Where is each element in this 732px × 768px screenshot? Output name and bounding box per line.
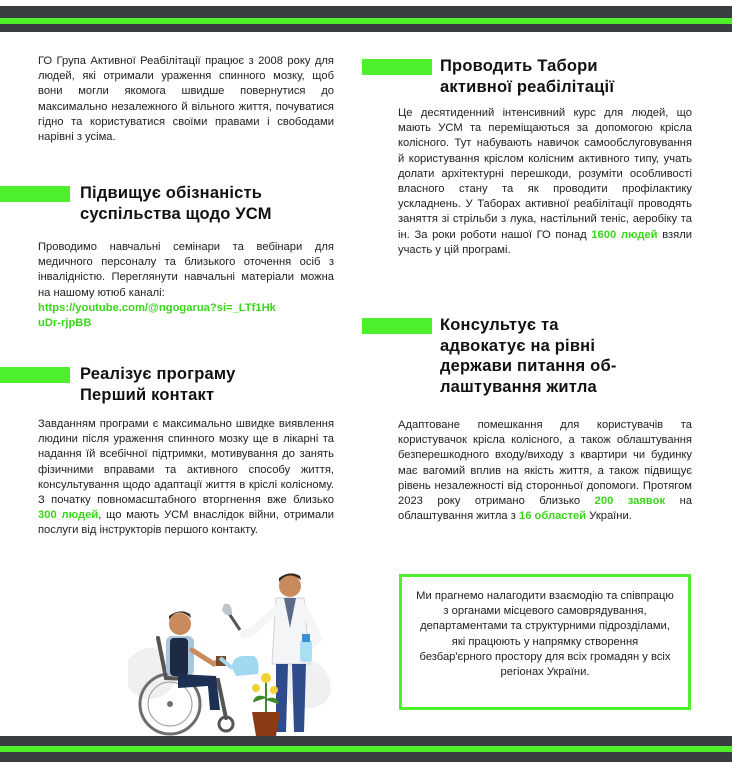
housing-green-bar <box>362 318 432 334</box>
watering-can-icon <box>232 656 259 676</box>
first-contact-heading-line2: Перший контакт <box>80 385 215 404</box>
housing-heading-line4: лаштування житла <box>440 377 597 396</box>
camps-green-bar <box>362 59 432 75</box>
flower-pot <box>252 712 280 736</box>
camps-heading-line1: Проводить Табори <box>440 57 598 75</box>
housing-heading-line3: держави питання об- <box>440 357 617 375</box>
awareness-heading <box>80 183 330 224</box>
cooperation-box <box>399 574 691 710</box>
awareness-text: Проводимо навчальні семінари та вебінари для медичного персоналу та близького оточення осіб з інвалідністю. Переглянути навчальні матеріали можна на нашому ютюб каналі: <box>38 241 334 299</box>
housing-heading-line1: Консультує та <box>440 316 559 334</box>
housing-text-b: на облаштування житла з <box>398 495 692 523</box>
camps-text <box>398 106 692 258</box>
intro-paragraph: ГО Група Активної Реабілітації працює з 2008 року для людей, які отримали ураження спинного мозку, щоб вони могли якомога швидше повернутися до максимально незалежного й вільного життя, почуватися гідно та користуватися своїми правами і свободами нарівні з усіма. <box>38 55 334 144</box>
background-shape-right <box>284 660 331 709</box>
youtube-link-line1[interactable]: https://youtube.com/@ngogarua?si=_LTf1Hk <box>38 301 276 314</box>
cooperation-text: Ми прагнемо налагодити взаємодію та співпрацю з органами місцевого самоврядування, департаментами та структурними підрозділами, які працюють у напрямку створення безбар'єрного простору для всіх громадян у всіх регіонах України. <box>416 590 674 679</box>
first-contact-highlight: 300 людей <box>38 509 99 522</box>
awareness-heading-line1: Підвищує обізнаність <box>80 184 263 202</box>
wheelchair-gardening-illustration <box>128 568 342 736</box>
camps-highlight: 1600 людей <box>591 228 658 241</box>
camps-heading <box>440 56 700 97</box>
first-contact-green-bar <box>0 367 70 383</box>
camps-heading-line2: активної реабілітації <box>440 77 615 96</box>
first-contact-heading-line1: Реалізує програму <box>80 365 236 383</box>
bottom-dark-stripe <box>0 736 732 746</box>
first-contact-text-b: , що мають УСМ внаслідок війни, отримали послуги від інструкторів першого контакту. <box>38 509 334 537</box>
housing-heading-line2: адвокатує на рівні <box>440 336 596 355</box>
camps-text-b: взяли участь у цій програмі. <box>398 228 693 256</box>
awareness-section <box>38 240 334 331</box>
housing-text-a: Адаптоване помешкання для користувачів та користувачок крісла колісного, а також облаштування безперешкодного входу/виходу з квартири чи будинку має вагомий вплив на якість життя, а також підвищує рівень незалежності від сторонньої допомоги. Протягом 2023 року отримано близько <box>398 419 692 508</box>
flower-head <box>261 673 271 683</box>
top-dark-stripe <box>0 6 732 18</box>
housing-heading <box>440 315 700 397</box>
top-dark-stripe-2 <box>0 24 732 32</box>
first-contact-text <box>38 417 334 539</box>
housing-text <box>398 418 692 524</box>
seated-person-head <box>169 613 191 635</box>
awareness-green-bar <box>0 186 70 202</box>
camps-text-a: Це десятиденний інтенсивний курс для людей, що мають УСМ та переміщаються за допомогою крісла колісного. Тут набувають навичок самообслуговування й користування кріслом колісним активного типу, учать долати архітектурні перешкоди, розуміти особливості власного стану та як проводити профілактику ускладнень. У Таборах активної реабілітації проводять заняття зі стрільби з лука, настільний теніс, аеробіку та ін. За роки роботи нашої ГО понад <box>398 107 692 241</box>
housing-highlight-requests: 200 заявок <box>594 495 666 508</box>
youtube-link-line2[interactable]: uDr-rjpBB <box>38 317 92 330</box>
spray-bottle-icon <box>300 640 312 662</box>
housing-highlight-regions: 16 областей <box>518 510 587 523</box>
bottom-dark-stripe-2 <box>0 752 732 762</box>
housing-text-c: України. <box>586 510 632 523</box>
awareness-heading-line2: суспільства щодо УСМ <box>80 204 272 223</box>
first-contact-heading <box>80 364 330 405</box>
first-contact-text-a: Завданням програми є максимально швидке виявлення людини після ураження спинного мозку ще в лікарні та надання їй всебічної підтримки, мотивування до занять фізичними вправами та активного способу життя, консультування щодо адаптації життя в кріслі колісному. З початку повномасштабного вторгнення вже близько <box>38 418 334 507</box>
